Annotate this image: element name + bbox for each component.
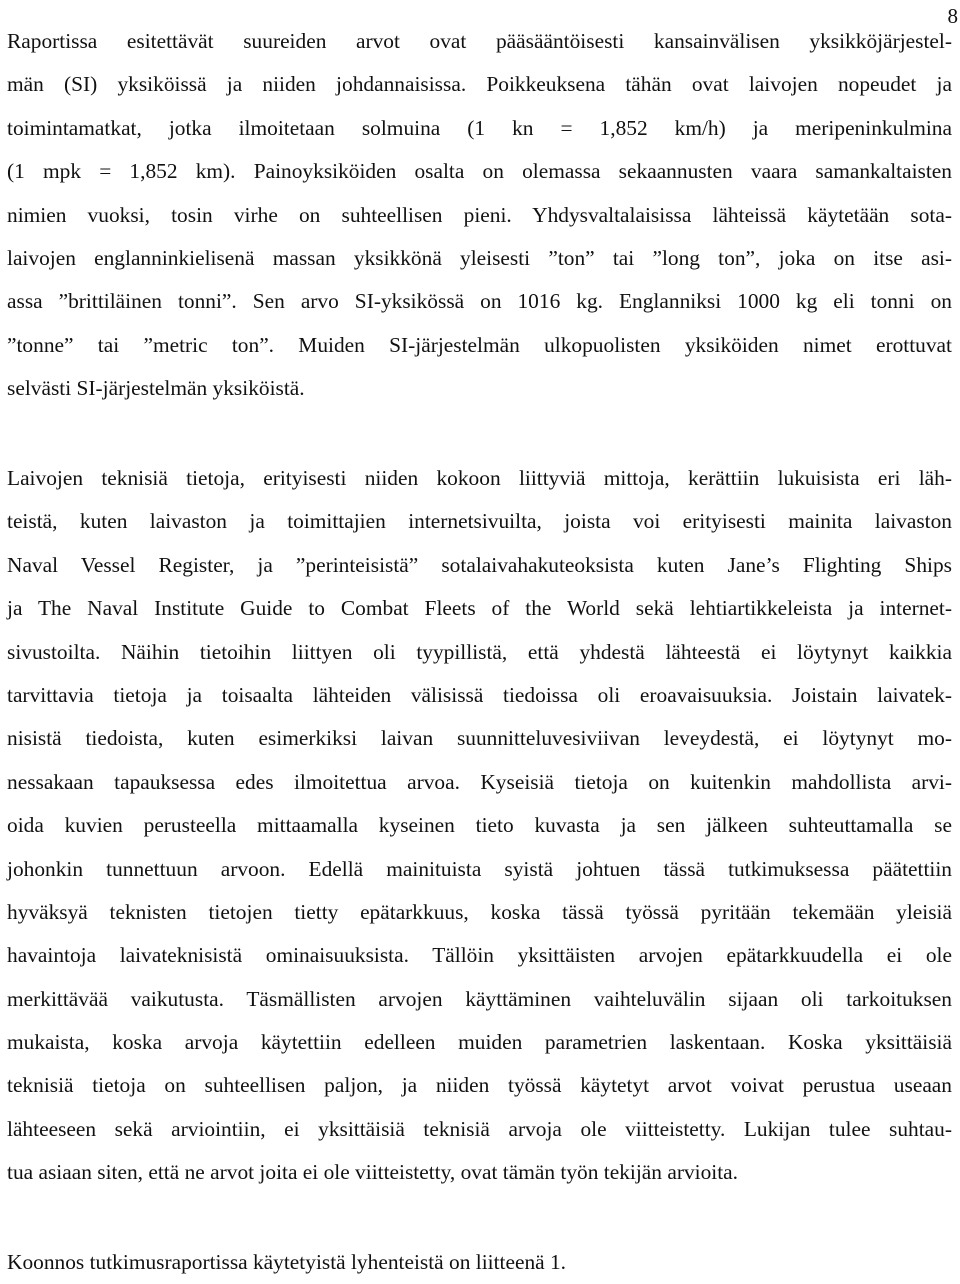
text-line: teknisiä tietoja on suhteellisen paljon, ja niiden työssä käytetyt arvot voivat perustua useaan	[7, 1073, 952, 1098]
text-line: laivojen englanninkielisenä massan yksikkönä yleisesti ”ton” tai ”long ton”, joka on itse asi-	[7, 245, 952, 270]
text-line: toimintamatkat, jotka ilmoitetaan solmuina (1 kn = 1,852 km/h) ja meripeninkulmina	[7, 115, 952, 140]
page-number: 8	[947, 4, 958, 28]
paragraph-abbreviations	[7, 1241, 952, 1284]
text-line: johonkin tunnettuun arvoon. Edellä mainituista syistä johtuen tässä tutkimuksessa päätettiin	[7, 856, 952, 881]
text-line: assa ”brittiläinen tonni”. Sen arvo SI-yksikössä on 1016 kg. Englanniksi 1000 kg eli tonni on	[7, 289, 952, 314]
text-line: nessakaan tapauksessa edes ilmoitettua arvoa. Kyseisiä tietoja on kuitenkin mahdollista arvi-	[7, 769, 952, 794]
text-line: Naval Vessel Register, ja ”perinteisistä” sotalaivahakuteoksista kuten Jane’s Flighting Ships	[7, 552, 952, 577]
text-line: oida kuvien perusteella mittaamalla kyseinen tieto kuvasta ja sen jälkeen suhteuttamalla se	[7, 813, 952, 838]
text-line: Laivojen teknisiä tietoja, erityisesti niiden kokoon liittyviä mittoja, kerättiin lukuisista eri läh-	[7, 466, 952, 490]
text-line: Koonnos tutkimusraportissa käytetyistä lyhenteistä on liitteenä 1.	[7, 1250, 567, 1274]
text-line: selvästi SI-järjestelmän yksiköistä.	[7, 376, 305, 401]
text-line: merkittävää vaikutusta. Täsmällisten arvojen käyttäminen vaihteluvälin sijaan oli tarkoituksen	[7, 986, 952, 1011]
text-line: nisistä tiedoista, kuten esimerkiksi laivan suunnitteluvesiviivan leveydestä, ei löytynyt mo-	[7, 726, 952, 751]
text-line: lähteeseen sekä arviointiin, ei yksittäisiä teknisiä arvoja ole viitteistetty. Lukijan tulee suhtau-	[7, 1116, 952, 1141]
text-line: (1 mpk = 1,852 km). Painoyksiköiden osalta on olemassa sekaannusten vaara samankaltaisten	[7, 159, 952, 184]
text-line: män (SI) yksiköissä ja niiden johdannaisissa. Poikkeuksena tähän ovat laivojen nopeudet ja	[7, 72, 952, 97]
text-line: mukaista, koska arvoja käytettiin edelleen muiden parametrien laskentaan. Koska yksittäisiä	[7, 1030, 952, 1055]
paragraph-sources	[7, 457, 952, 1195]
text-line: tua asiaan siten, että ne arvot joita ei ole viitteistetty, ovat tämän työn tekijän arvioita.	[7, 1160, 739, 1185]
text-line: ”tonne” tai ”metric ton”. Muiden SI-järjestelmän ulkopuolisten yksiköiden nimet erottuvat	[7, 332, 952, 357]
text-line: hyväksyä teknisten tietojen tietty epätarkkuus, koska tässä työssä pyritään tekemään yleisiä	[7, 899, 952, 924]
text-line: nimien vuoksi, tosin virhe on suhteellisen pieni. Yhdysvaltalaisissa lähteissä käytetään sota-	[7, 202, 952, 227]
text-line: tarvittavia tietoja ja toisaalta lähteiden välisissä tiedoissa oli eroavaisuuksia. Joistain laivatek-	[7, 682, 952, 707]
text-line: ja The Naval Institute Guide to Combat Fleets of the World sekä lehtiartikkeleista ja internet-	[7, 596, 952, 621]
text-line: sivustoilta. Näihin tietoihin liittyen oli tyypillistä, että yhdestä lähteestä ei löytynyt kaikkia	[7, 639, 952, 664]
text-line: Raportissa esitettävät suureiden arvot ovat pääsääntöisesti kansainvälisen yksikköjärjestel-	[7, 29, 952, 53]
text-line: havaintoja laivateknisistä ominaisuuksista. Tällöin yksittäisten arvojen epätarkkuudella ei ole	[7, 943, 952, 968]
paragraph-units	[7, 20, 952, 411]
text-line: teistä, kuten laivaston ja toimittajien internetsivuilta, joista voi erityisesti mainita laivaston	[7, 509, 952, 534]
